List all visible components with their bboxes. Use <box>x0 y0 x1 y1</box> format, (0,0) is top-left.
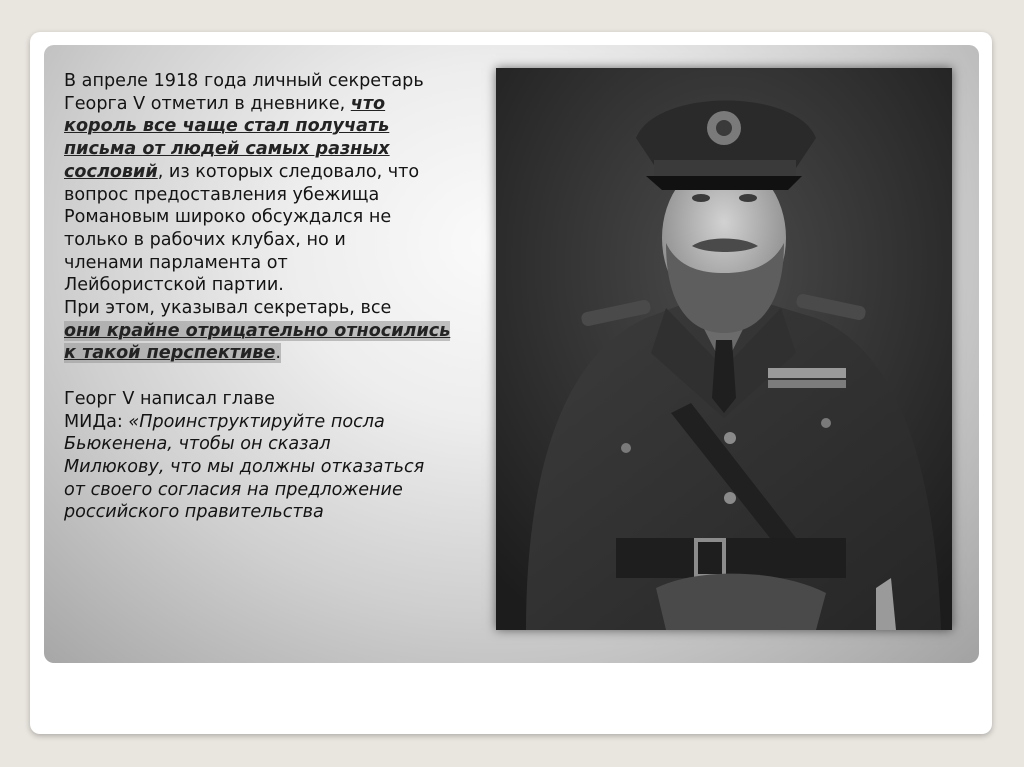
quote-text: «Проинструктируйте посла <box>128 411 385 432</box>
text-span: Георга V отметил в дневнике, <box>64 93 351 114</box>
text-line: В апреле 1918 года личный секретарь <box>64 71 424 91</box>
portrait-illustration <box>496 68 952 630</box>
text-line <box>64 342 484 365</box>
quote-text-line: Милюкову, что мы должны отказаться <box>64 456 425 477</box>
emphasized-text-line: письма от людей самых разных <box>64 139 390 160</box>
text-line: Лейбористской партии. <box>64 275 284 296</box>
text-line <box>64 411 484 434</box>
text-span: , из которых следовало, что <box>157 161 420 182</box>
text-span: . <box>275 343 281 364</box>
slide-footer <box>44 663 979 725</box>
quote-text-line: российского правительства <box>64 502 324 523</box>
text-line <box>64 320 484 343</box>
quote-text-line: Бьюкенена, чтобы он сказал <box>64 434 331 455</box>
text-span: МИДа: <box>64 411 129 432</box>
paragraph-gap <box>64 365 484 388</box>
text-line <box>64 93 484 116</box>
emphasized-text: что <box>350 93 386 114</box>
text-line: вопрос предоставления убежища <box>64 184 380 205</box>
emphasized-text-line: король все чаще стал получать <box>64 116 390 137</box>
emphasized-text: сословий <box>64 161 158 182</box>
text-line: только в рабочих клубах, но и <box>64 229 346 250</box>
portrait-photo <box>496 68 952 630</box>
text-line: Георг V написал главе <box>64 388 275 409</box>
highlighted-text: они крайне отрицательно относились <box>64 320 451 341</box>
slide-text <box>64 70 484 524</box>
text-line <box>64 161 484 184</box>
quote-text-line: от своего согласия на предложение <box>64 479 403 500</box>
text-line: При этом, указывал секретарь, все <box>64 298 392 319</box>
text-line: членами парламента от <box>64 252 288 273</box>
highlighted-text: к такой перспективе <box>64 343 276 364</box>
text-line: Романовым широко обсуждался не <box>64 207 392 228</box>
